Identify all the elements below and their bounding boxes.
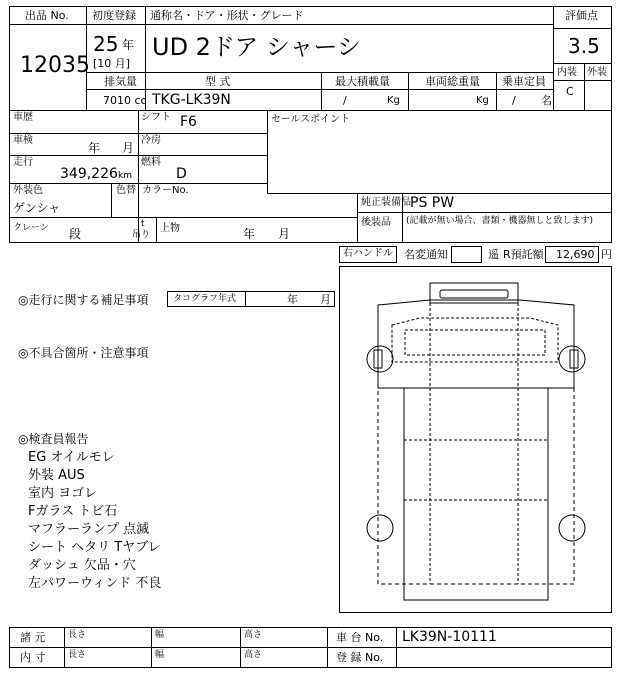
tachograph-month-unit: 月 [320, 293, 331, 306]
standard-equipment-label: 純正装備品 [361, 197, 411, 208]
model-code: TKG-LK39N [152, 92, 231, 108]
inner-length-label: 長さ [68, 650, 87, 660]
model-code-label: 型 式 [205, 75, 231, 88]
interior-label: 内装 [557, 67, 577, 78]
model-name: UD 2ドア シャーシ [152, 33, 361, 61]
inspector-line: 外装 AUS [28, 468, 85, 483]
defects-label: ◎不具合箇所・注意事項 [18, 346, 149, 360]
selling-points-label: セールスポイント [271, 114, 351, 125]
inspector-line: シート ヘタリ Tヤブレ [28, 540, 161, 555]
driving-notes-label: ◎走行に関する補足事項 [18, 293, 149, 307]
first-registration-label: 初度登録 [92, 9, 136, 22]
capacity-label: 乗車定員 [502, 75, 546, 88]
capacity-unit: 名 [541, 94, 552, 107]
inner-size-label: 内 寸 [20, 651, 46, 664]
shift-value: F6 [180, 114, 197, 130]
interior-grade: C [566, 85, 574, 98]
inspector-line: Fガラス トビ石 [28, 504, 118, 519]
inspector-line: マフラーランプ 点滅 [28, 522, 150, 537]
mileage-unit: km [118, 171, 132, 181]
remark-sai: 遥 [488, 248, 499, 261]
inspector-line: 室内 ヨゴレ [28, 486, 98, 501]
lot-number-label: 出品 No. [25, 9, 69, 22]
displacement-value: 7010 cc [103, 94, 147, 107]
gross-weight-unit: Kg [476, 95, 489, 106]
crane-label: クレーン [13, 223, 49, 233]
first-registration-year: 25 [93, 32, 119, 56]
max-load-label: 最大積載量 [335, 75, 390, 88]
recycle-unit: 円 [601, 248, 612, 261]
tachograph-year-unit: 年 [287, 293, 298, 306]
dimensions-label: 諸 元 [20, 631, 46, 644]
displacement-label: 排気量 [104, 75, 137, 88]
mounted-label: 上物 [160, 223, 180, 234]
inspection-year-unit: 年 [88, 141, 101, 155]
inspector-line: 左パワーウィンド 不良 [28, 576, 162, 591]
year-unit: 年 [122, 38, 135, 52]
inspection-label: 車検 [13, 135, 33, 146]
mileage-label: 走行 [13, 157, 33, 168]
history-label: 車歴 [13, 112, 33, 123]
inspector-line: EG オイルモレ [28, 450, 115, 465]
aftermarket-note: (記載が無い場合、書類・機器無しと致します) [406, 216, 594, 226]
mileage-value: 349,226 [60, 166, 118, 182]
crane-hang-unit: 吊り [132, 230, 151, 240]
crane-ton-unit: t [141, 219, 145, 229]
first-registration-month: [10 月] [93, 57, 131, 70]
lot-number: 12035 [20, 53, 90, 78]
width-label: 幅 [155, 630, 165, 640]
length-label: 長さ [68, 630, 87, 640]
exterior-color-value: ゲンシャ [13, 201, 61, 215]
color-number-label: カラーNo. [142, 185, 189, 196]
steering-side: 右ハンドル [343, 248, 393, 259]
model-header-label: 通称名・ドア・形状・グレード [150, 9, 304, 22]
aftermarket-label: 後装品 [361, 217, 391, 228]
inspection-month-unit: 月 [122, 141, 135, 155]
color-change-label: 色替 [116, 185, 136, 196]
fuel-label: 燃料 [141, 157, 161, 168]
max-load-slash: / [343, 94, 347, 107]
chassis-number-label: 車 台 No. [336, 631, 384, 644]
fuel-value: D [176, 166, 187, 182]
name-change-label: 名変通知 [404, 248, 448, 261]
registration-number-label: 登 録 No. [336, 651, 384, 664]
recycle-label: R預託額 [503, 248, 544, 261]
tachograph-label: タコグラフ年式 [173, 294, 237, 304]
overall-score: 3.5 [568, 34, 600, 58]
exterior-label: 外装 [587, 67, 607, 78]
standard-equipment-value: PS PW [410, 195, 455, 211]
recycle-amount: 12,690 [556, 248, 595, 261]
inner-height-label: 高さ [244, 650, 263, 660]
mounted-year-unit: 年 [243, 227, 256, 241]
height-label: 高さ [244, 630, 263, 640]
inspector-report-list [28, 446, 161, 590]
score-label: 評価点 [565, 9, 598, 22]
crane-step-unit: 段 [69, 227, 82, 241]
aircon-label: 冷房 [141, 135, 161, 146]
inspector-line: ダッシュ 欠品・穴 [28, 558, 136, 573]
capacity-slash: / [512, 94, 516, 107]
inner-width-label: 幅 [155, 650, 165, 660]
exterior-color-label: 外装色 [13, 185, 43, 196]
mounted-month-unit: 月 [278, 227, 291, 241]
chassis-number: LK39N-10111 [402, 629, 497, 645]
gross-weight-label: 車両総重量 [425, 75, 480, 88]
truck-diagram [367, 283, 585, 600]
max-load-unit: Kg [387, 95, 400, 106]
shift-label: シフト [141, 112, 171, 123]
inspector-report-label: ◎検査員報告 [18, 432, 89, 446]
